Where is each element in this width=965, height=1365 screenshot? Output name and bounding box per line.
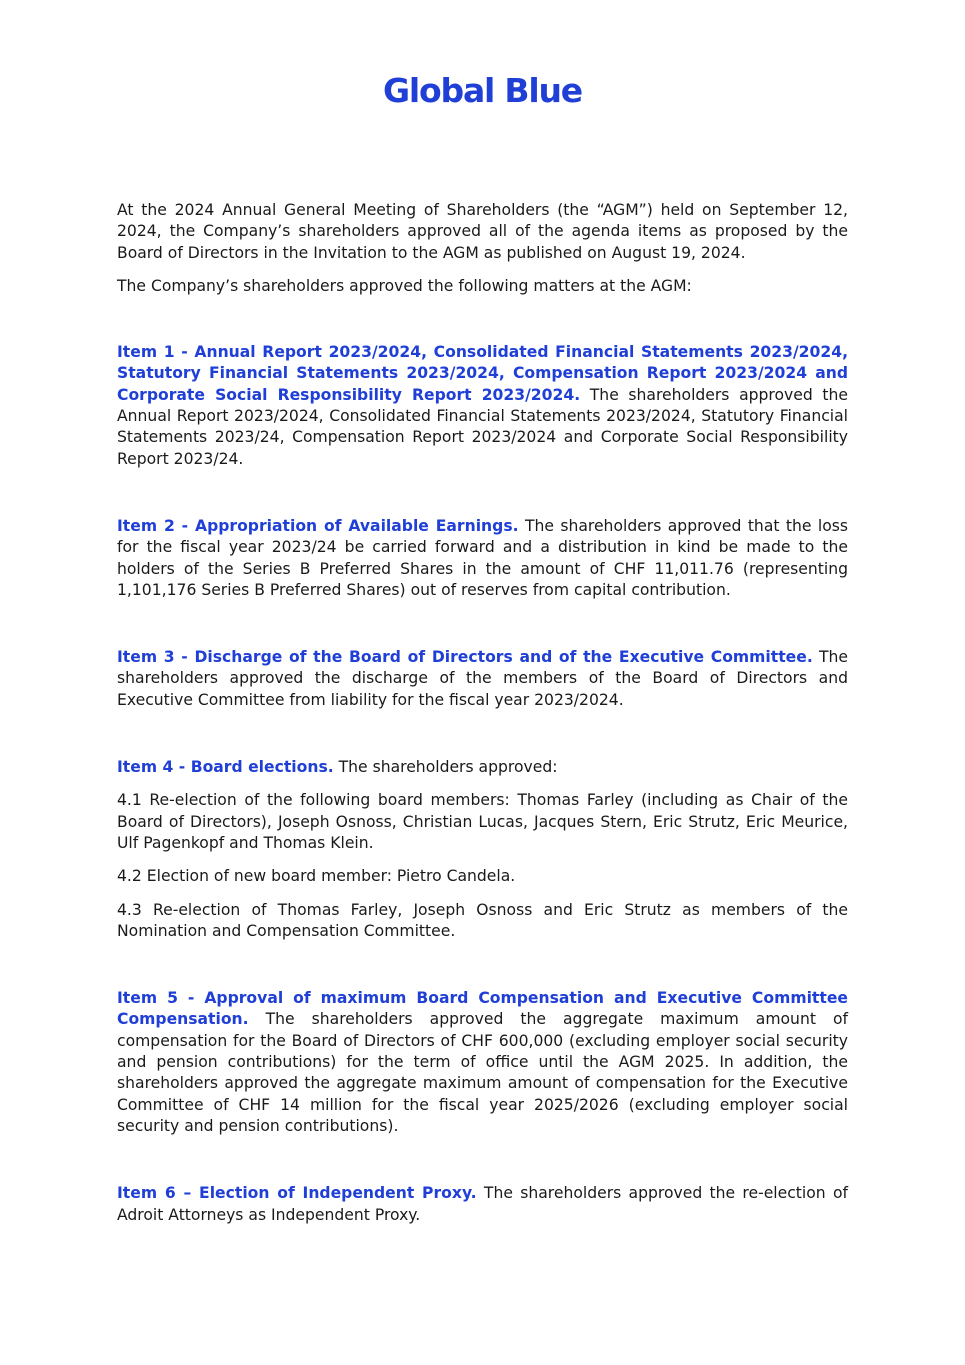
intro-summary: The Company’s shareholders approved the following matters at the AGM: — [117, 276, 692, 295]
item-5-heading: Item 5 - Approval of maximum Board Compensation and Executive Committee Compensation. — [117, 989, 848, 1029]
item-6 — [117, 1183, 848, 1226]
item-3 — [117, 647, 848, 711]
global-blue-logo: Global Blue — [383, 71, 582, 110]
item-4-body: The shareholders approved: — [338, 758, 558, 777]
item-6-body: The shareholders approved the re-election of Adroit Attorneys as Independent Proxy. — [117, 1184, 848, 1224]
item-2 — [117, 516, 848, 601]
intro-paragraph: At the 2024 Annual General Meeting of Shareholders (the “AGM”) held on September 12, 2024, the Company’s shareholders approved all of the agenda items as proposed by the Board of Directors in the Invitation to the AGM as published on August 19, 2024. — [117, 201, 848, 262]
item-4-2: 4.2 Election of new board member: Pietro Candela. — [117, 867, 516, 886]
item-3-heading: Item 3 - Discharge of the Board of Directors and of the Executive Committee. — [117, 648, 813, 667]
item-1-body: The shareholders approved the Annual Report 2023/2024, Consolidated Financial Statements 2023/2024, Statutory Financial Statements 2023/24, Compensation Report 2023/2024 and Corporate Social Responsibility Report 2023/24. — [117, 385, 848, 468]
item-1 — [117, 342, 848, 470]
item-5-body: The shareholders approved the aggregate maximum amount of compensation for the Board of Directors of CHF 600,000 (excluding employer social security and pension contributions) for the term of office until the AGM 2025. In addition, the shareholders approved the aggregate maximum amount of compensation for the Executive Committee of CHF 14 million for the fiscal year 2025/2026 (excluding employer social security and pension contributions). — [117, 1010, 848, 1135]
document-body — [117, 200, 848, 1272]
item-2-heading: Item 2 - Appropriation of Available Earnings. — [117, 516, 519, 535]
item-1-heading: Item 1 - Annual Report 2023/2024, Consolidated Financial Statements 2023/2024, Statutory Financial Statements 2023/2024, Compensation Report 2023/2024 and Corporate Social Responsibility Report 2023/2024. — [117, 343, 848, 404]
item-4-heading: Item 4 - Board elections. — [117, 758, 334, 777]
item-2-body: The shareholders approved that the loss for the fiscal year 2023/24 be carried forward and a distribution in kind be made to the holders of the Series B Preferred Shares in the amount of CHF 11,011.76 (representing 1,101,176 Series B Preferred Shares) out of reserves from capital contribution. — [117, 516, 848, 599]
item-6-heading: Item 6 – Election of Independent Proxy. — [117, 1184, 477, 1203]
item-5 — [117, 988, 848, 1137]
item-4-3: 4.3 Re-election of Thomas Farley, Joseph Osnoss and Eric Strutz as members of the Nomination and Compensation Committee. — [117, 900, 848, 940]
item-3-body: The shareholders approved the discharge of the members of the Board of Directors and Executive Committee from liability for the fiscal year 2023/2024. — [117, 648, 848, 709]
item-4 — [117, 757, 848, 778]
item-4-1: 4.1 Re-election of the following board members: Thomas Farley (including as Chair of the Board of Directors), Joseph Osnoss, Christian Lucas, Jacques Stern, Eric Strutz, Eric Meurice, Ulf Pagenkopf and Thomas Klein. — [117, 791, 848, 852]
